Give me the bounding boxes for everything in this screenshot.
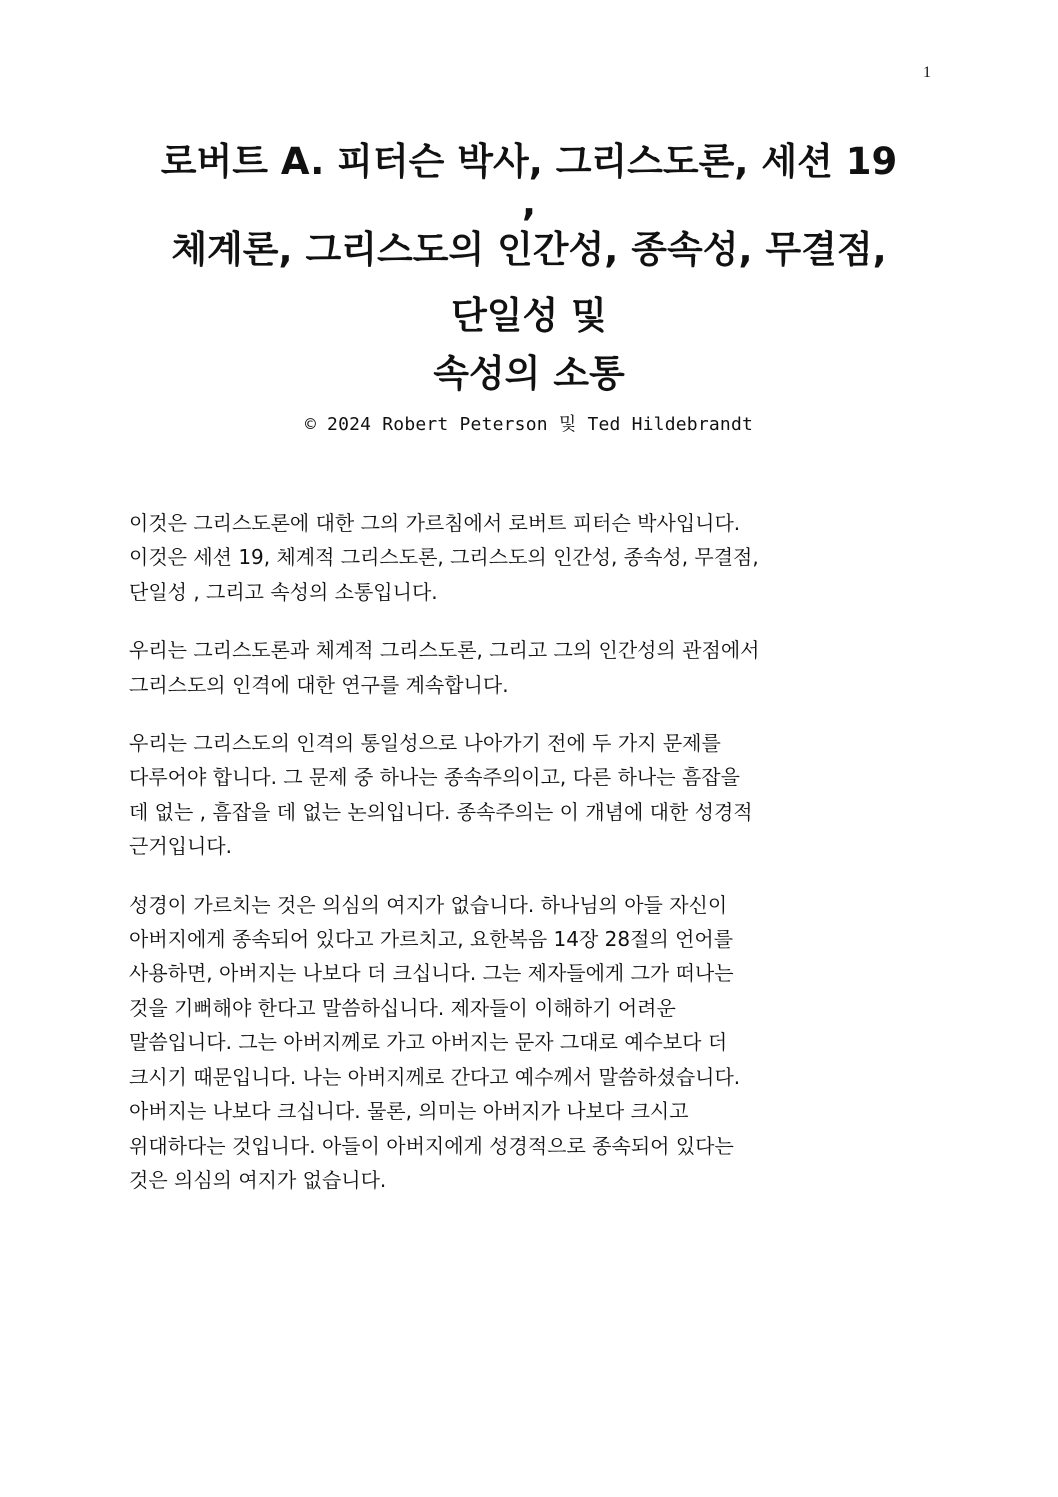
paragraph-line: 사용하면, 아버지는 나보다 더 크십니다. 그는 제자들에게 그가 떠나는	[129, 961, 734, 986]
title-line-3: 체계론, 그리스도의 인간성, 종속성, 무결점,	[171, 228, 887, 271]
paragraph-3	[129, 726, 929, 864]
paragraph-line: 데 없는 , 흠잡을 데 없는 논의입니다. 종속주의는 이 개념에 대한 성경적	[129, 799, 753, 824]
paragraph-line: 말씀입니다. 그는 아버지께로 가고 아버지는 문자 그대로 예수보다 더	[129, 1030, 728, 1055]
paragraph-line: 이것은 그리스도론에 대한 그의 가르침에서 로버트 피터슨 박사입니다.	[129, 511, 741, 535]
paragraph-line: 다루어야 합니다. 그 문제 중 하나는 종속주의이고, 다른 하나는 흠잡을	[129, 765, 740, 790]
title-line-1: 로버트 A. 피터슨 박사, 그리스도론, 세션 19	[160, 140, 898, 183]
paragraph-line: 성경이 가르치는 것은 의심의 여지가 없습니다. 하나님의 아들 자신이	[129, 892, 728, 917]
page-number: 1	[923, 64, 931, 81]
copyright-line: © 2024 Robert Peterson 및 Ted Hildebrandt	[304, 414, 754, 435]
paragraph-2	[129, 633, 929, 702]
paragraph-1	[129, 506, 929, 609]
paragraph-line: 크시기 때문입니다. 나는 아버지께로 간다고 예수께서 말씀하셨습니다.	[129, 1064, 741, 1089]
paragraph-line: 이것은 세션 19, 체계적 그리스도론, 그리스도의 인간성, 종속성, 무결점,	[129, 545, 759, 570]
paragraph-line: 우리는 그리스도의 인격의 통일성으로 나아가기 전에 두 가지 문제를	[129, 731, 721, 756]
paragraph-line: 위대하다는 것입니다. 아들이 아버지에게 성경적으로 종속되어 있다는	[129, 1133, 734, 1158]
paragraph-4	[129, 888, 929, 1198]
paragraph-line: 것은 의심의 여지가 없습니다.	[129, 1167, 387, 1192]
title-line-5: 속성의 소통	[433, 352, 625, 395]
title-line-4: 단일성 및	[451, 294, 607, 337]
paragraph-line: 아버지는 나보다 크십니다. 물론, 의미는 아버지가 나보다 크시고	[129, 1099, 689, 1124]
title-block	[110, 140, 948, 436]
paragraph-line: 그리스도의 인격에 대한 연구를 계속합니다.	[129, 672, 509, 697]
paragraph-line: 아버지에게 종속되어 있다고 가르치고, 요한복음 14장 28절의 언어를	[129, 927, 734, 952]
paragraph-line: 것을 기뻐해야 한다고 말씀하십니다. 제자들이 이해하기 어려운	[129, 995, 676, 1020]
paragraph-line: 단일성 , 그리고 속성의 소통입니다.	[129, 579, 438, 604]
paragraph-line: 우리는 그리스도론과 체계적 그리스도론, 그리고 그의 인간성의 관점에서	[129, 638, 760, 663]
title-line-2: ,	[521, 181, 537, 224]
body-text	[129, 506, 929, 1221]
paragraph-line: 근거입니다.	[129, 834, 232, 859]
